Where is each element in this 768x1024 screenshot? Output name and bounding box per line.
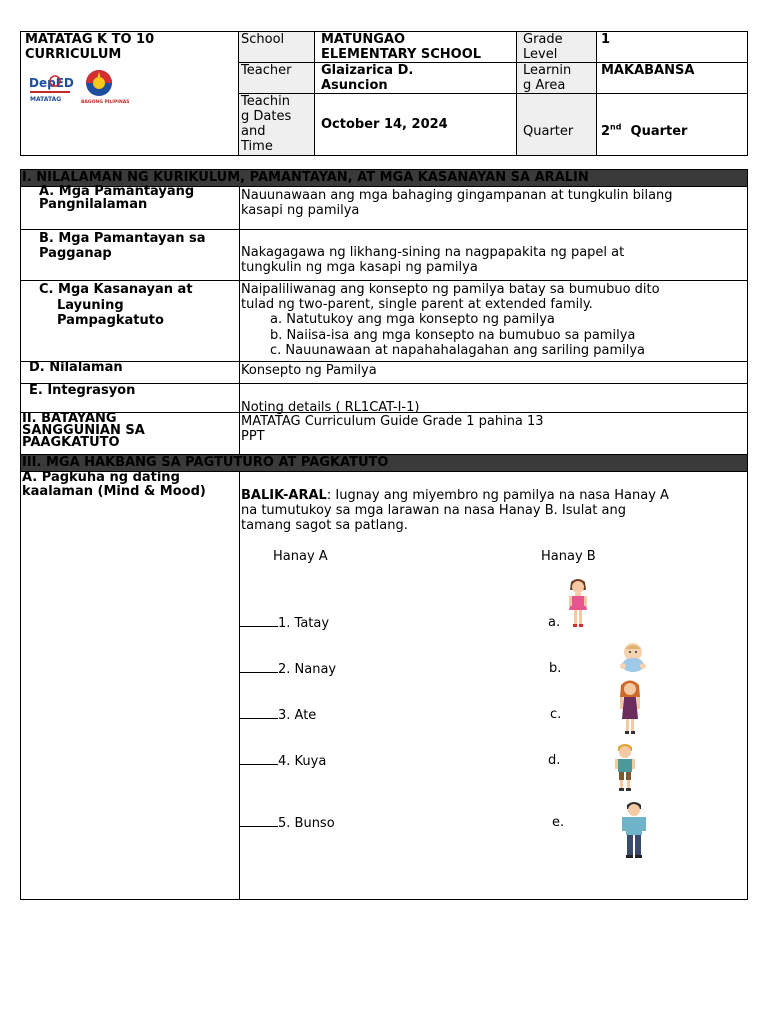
balik-aral-text-2: na tumutukoy sa mga larawan na nasa Hanay B. Isulat ang — [241, 503, 626, 518]
choice-letter: c. — [550, 707, 562, 722]
dates-label: Teachin — [241, 94, 290, 109]
bagong-pilipinas-logo — [80, 68, 130, 106]
baby-picture — [618, 641, 648, 673]
matching-item[interactable]: 1. Tatay — [240, 615, 329, 631]
kasanayan-value: Naipaliliwanag ang konsepto ng pamilya batay sa bumubuo dito — [241, 282, 660, 297]
choice-letter: d. — [548, 753, 561, 768]
curriculum-title: MATATAG K TO 10 — [25, 32, 155, 47]
hanay-b-heading: Hanay B — [541, 549, 596, 564]
kasanayan-item: b. Naiisa-isa ang mga konsepto na bumubuo sa pamilya — [270, 328, 636, 343]
area-label-2: g Area — [523, 78, 566, 93]
choice-letter: a. — [548, 615, 561, 630]
kasanayan-label-2: Layuning — [57, 298, 124, 313]
boy-picture — [612, 742, 638, 792]
integrasyon-label: E. Integrasyon — [29, 383, 136, 398]
matching-item[interactable]: 4. Kuya — [240, 753, 326, 769]
answer-blank[interactable] — [240, 707, 278, 719]
school-value: MATUNGAO — [321, 32, 406, 47]
answer-blank[interactable] — [240, 661, 278, 673]
curriculum-title-2: CURRICULUM — [25, 47, 122, 62]
kasanayan-label: C. Mga Kasanayan at — [39, 282, 193, 297]
pamantayan-pagganap-label-2: Pagganap — [39, 246, 112, 261]
choice-letter: b. — [549, 661, 562, 676]
matching-item[interactable]: 3. Ate — [240, 707, 316, 723]
man-picture — [618, 800, 650, 860]
pamantayang-pangnilalaman-label-2: Pangnilalaman — [39, 197, 148, 212]
pamantayang-pangnilalaman-label: A. Mga Pamantayang — [39, 184, 195, 199]
matching-item[interactable]: 5. Bunso — [240, 815, 335, 831]
sanggunian-label: II. BATAYANG — [22, 411, 117, 426]
area-label: Learnin — [523, 63, 572, 78]
deped-logo-sub: MATATAG — [30, 96, 62, 103]
quarter-value: 2nd Quarter — [601, 122, 688, 139]
grade-label-2: Level — [523, 47, 558, 62]
section3-title: III. MGA HAKBANG SA PAGTUTURO AT PAGKATUTO — [22, 455, 389, 470]
girl-picture — [565, 578, 591, 630]
balik-aral-heading: BALIK-ARAL — [241, 488, 327, 503]
teacher-value: Glaizarica D. — [321, 63, 414, 78]
balik-aral-text-3: tamang sagot sa patlang. — [241, 518, 408, 533]
kasanayan-item: c. Nauunawaan at napahahalagahan ang sariling pamilya — [270, 343, 646, 358]
dates-label-3: and — [241, 124, 266, 139]
grade-value: 1 — [601, 32, 611, 47]
section1-title: I. NILALAMAN NG KURIKULUM, PAMANTAYAN, AT MGA KASANAYAN SA ARALIN — [22, 170, 589, 185]
choice-letter: e. — [552, 815, 565, 830]
quarter-label: Quarter — [523, 124, 574, 139]
answer-blank[interactable] — [240, 753, 278, 765]
pamantayan-pagganap-value-2: tungkulin ng mga kasapi ng pamilya — [241, 260, 478, 275]
answer-blank[interactable] — [240, 815, 278, 827]
kasanayan-value-2: tulad ng two-parent, single parent at extended family. — [241, 297, 593, 312]
balik-aral-text: BALIK-ARAL: Iugnay ang miyembro ng pamilya na nasa Hanay A — [241, 488, 669, 503]
sanggunian-label-3: PAAGKATUTO — [22, 435, 120, 450]
deped-logo-text: DepED — [29, 76, 74, 90]
deped-logo — [28, 71, 74, 105]
pagkuha-label-2: kaalaman (Mind & Mood) — [22, 484, 206, 499]
teacher-label: Teacher — [241, 63, 292, 78]
integrasyon-value: Noting details ( RL1CAT-I-1) — [241, 400, 420, 415]
pamantayang-pangnilalaman-value-2: kasapi ng pamilya — [241, 203, 360, 218]
dates-label-2: g Dates — [241, 109, 292, 124]
answer-blank[interactable] — [240, 615, 278, 627]
sanggunian-value-2: PPT — [241, 429, 265, 444]
matching-item[interactable]: 2. Nanay — [240, 661, 336, 677]
nilalaman-label: D. Nilalaman — [29, 360, 123, 375]
hanay-a-heading: Hanay A — [273, 549, 328, 564]
kasanayan-item: a. Natutukoy ang mga konsepto ng pamilya — [270, 312, 555, 327]
sanggunian-label-2: SANGGUNIAN SA — [22, 423, 145, 438]
woman-picture — [616, 679, 644, 735]
dates-label-4: Time — [241, 139, 273, 154]
nilalaman-value: Konsepto ng Pamilya — [241, 363, 377, 378]
teacher-value-2: Asuncion — [321, 78, 388, 93]
school-value-2: ELEMENTARY SCHOOL — [321, 47, 482, 62]
dates-value: October 14, 2024 — [321, 117, 448, 132]
pamantayan-pagganap-value: Nakagagawa ng likhang-sining na nagpapakita ng papel at — [241, 245, 625, 260]
school-label: School — [241, 32, 285, 47]
area-value: MAKABANSA — [601, 63, 695, 78]
pagkuha-label: A. Pagkuha ng dating — [22, 470, 180, 485]
kasanayan-label-3: Pampagkatuto — [57, 313, 164, 328]
pamantayan-pagganap-label: B. Mga Pamantayan sa — [39, 231, 206, 246]
sanggunian-value: MATATAG Curriculum Guide Grade 1 pahina 13 — [241, 414, 544, 429]
pamantayang-pangnilalaman-value: Nauunawaan ang mga bahaging gingampanan at tungkulin bilang — [241, 188, 673, 203]
bagong-pilipinas-sub: BAGONG PILIPINAS — [81, 100, 130, 105]
grade-label: Grade — [523, 32, 563, 47]
